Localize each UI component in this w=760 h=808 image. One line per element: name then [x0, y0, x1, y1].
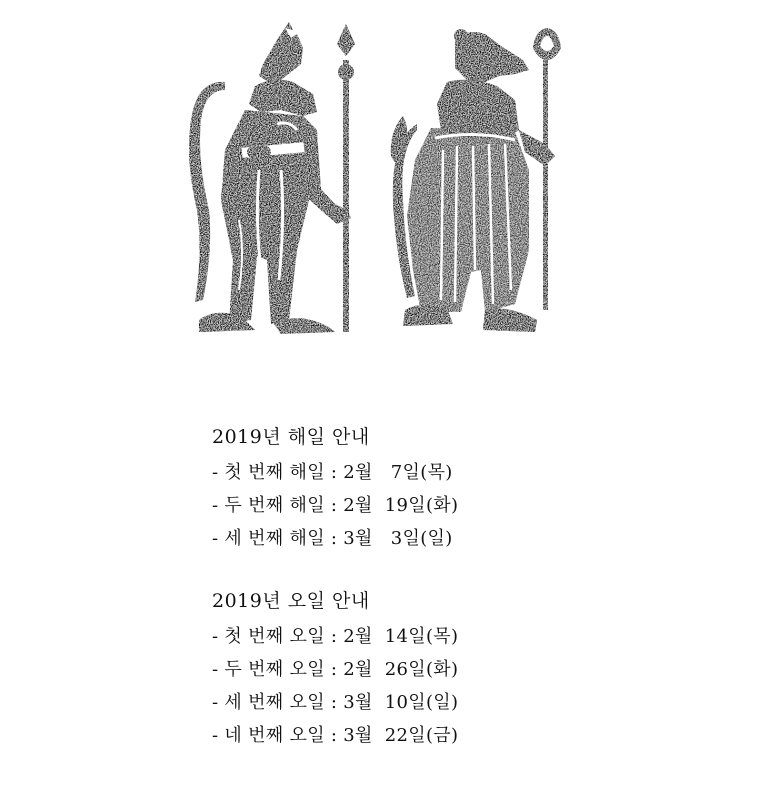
list-item: - 첫 번째 오일 : 2월 14일(목): [212, 626, 459, 647]
staff-crescent: [533, 28, 561, 60]
list-item: - 세 번째 해일 : 3월 3일(일): [212, 528, 453, 549]
list-item: - 두 번째 해일 : 2월 19일(화): [212, 495, 459, 516]
horse-days-title: 2019년 해일 안내: [212, 426, 370, 448]
spear-head: [337, 24, 355, 56]
list-item: - 첫 번째 해일 : 2월 7일(목): [212, 462, 453, 483]
noon-days-list: [212, 620, 612, 752]
noon-days-notice: [212, 586, 612, 752]
rat-guardian-figure: [391, 28, 561, 332]
staff-shaft: [543, 60, 548, 310]
horse-head: [259, 28, 303, 82]
spear-shaft: [343, 60, 349, 332]
list-item: - 네 번째 오일 : 3월 22일(금): [212, 725, 459, 746]
list-item: - 세 번째 오일 : 3월 10일(일): [212, 692, 459, 713]
noon-days-title: 2019년 오일 안내: [212, 590, 370, 612]
horse-guardian-figure: [189, 22, 355, 334]
horse-days-list: [212, 456, 612, 555]
horse-days-notice: [212, 422, 612, 555]
list-item: - 두 번째 오일 : 2월 26일(화): [212, 659, 459, 680]
zodiac-rubbing-illustration: [185, 20, 585, 345]
